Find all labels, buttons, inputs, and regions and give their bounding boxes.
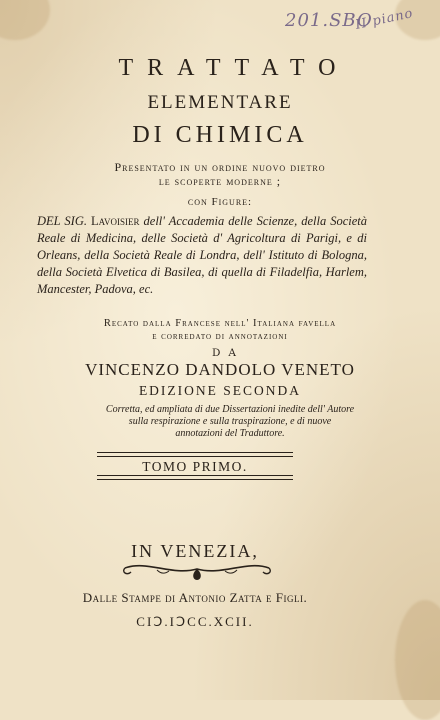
translation-by: DA [211,347,244,359]
edition-note-line-1: Corretta, ed ampliata di due Dissertazioni inedite dell' Autore [105,404,355,415]
subtitle-line-1: Presentato in un ordine nuovo dietro [114,160,326,174]
subtitle-line-2: le scoperte moderne ; [158,174,282,188]
title-line-3: DI CHIMICA [132,122,308,148]
author-name: Lavoisier [91,214,140,228]
imprint-year: CIↃ.IↃCC.XCII. [136,614,254,629]
title-line-2: ELEMENTARE [147,92,293,113]
manuscript-shelfmark: 201.SBO [285,10,373,31]
imprint-city: IN VENEZIA, [131,541,259,561]
translation-line-2: e corredato di annotazioni [152,331,288,342]
manuscript-volume-note: II piano [354,6,415,33]
author-credentials [37,213,367,298]
volume-rule-bottom-thin [97,475,293,476]
subtitle-line-3: con Figure: [187,196,253,208]
translation-line-1: Recato dalla Francese nell' Italiana favella [103,318,337,329]
title-line-1: TRATTATO [118,55,350,81]
paper-stain [0,0,50,40]
volume-label: TOMO PRIMO. [142,459,248,474]
edition-label: EDIZIONE SECONDA [138,383,302,398]
imprint-press: Dalle Stampe di Antonio Zatta e Figli. [82,590,308,605]
translator-name: VINCENZO DANDOLO VENETO [85,360,355,379]
volume-rule-bottom [97,479,293,480]
volume-rule-top [97,452,293,453]
volume-rule-top-thin [97,456,293,457]
author-prefix: DEL SIG. [37,214,87,228]
edition-note-line-3: annotazioni del Traduttore. [175,428,285,439]
typographic-ornament-icon [117,560,277,582]
author-text: dell' Accademia delle Scienze, della Società Reale di Medicina, delle Società d' Agricoltura di Parigi, e di Orleans, della Società Reale di Londra, dell' Istituto di Bologna, della Società Elvetica di Basilea, di quella di Filadelfia, Harlem, Mancester, Padova, ec. [37,214,368,296]
edition-note-line-2: sulla respirazione e sulla traspirazione, e di nuove [128,416,332,427]
